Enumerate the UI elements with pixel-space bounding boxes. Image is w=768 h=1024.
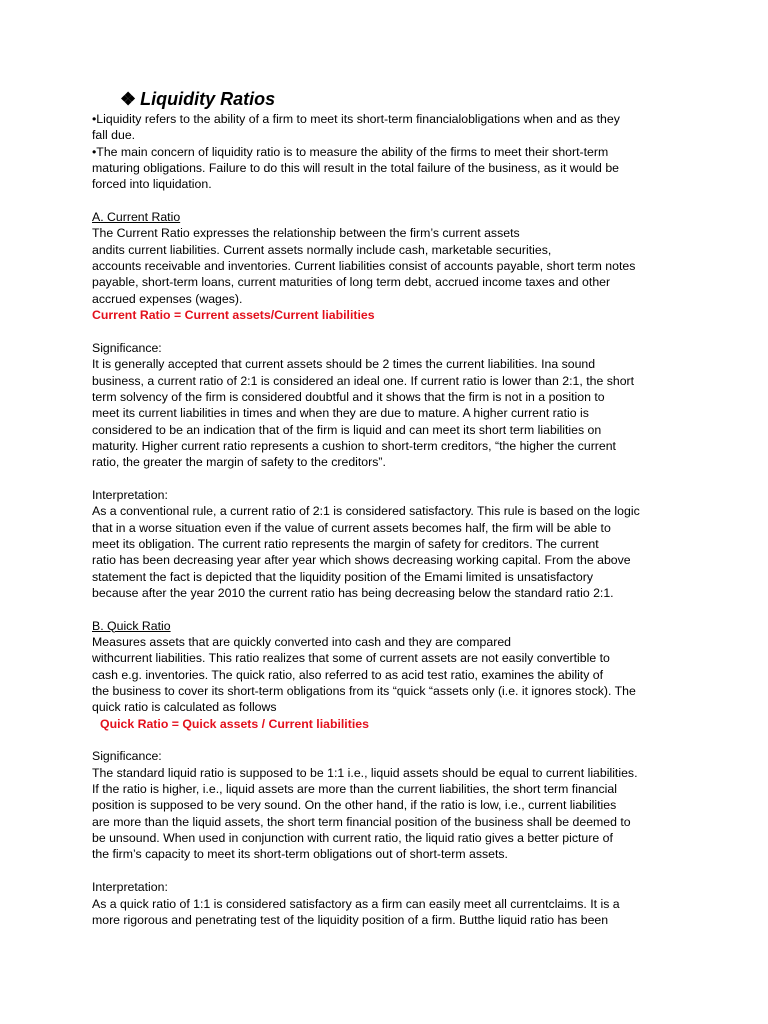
text-line: Measures assets that are quickly converted into cash and they are compared [92, 635, 512, 649]
text-line: more rigorous and penetrating test of the liquidity position of a firm. Butthe liquid ratio has been [92, 912, 609, 927]
intro-paragraph [92, 111, 682, 193]
quick-ratio-paragraph [92, 634, 682, 716]
text-line: be unsound. When used in conjunction with current ratio, the liquid ratio gives a better picture of [92, 831, 613, 846]
text-line: ratio, the greater the margin of safety to the creditors”. [92, 455, 386, 470]
page-title [120, 88, 275, 110]
current-ratio-paragraph [92, 225, 682, 307]
title-text: Liquidity Ratios [140, 89, 276, 109]
text-line: meet its obligation. The current ratio represents the margin of safety for creditors. The current [92, 536, 599, 551]
text-line: are more than the liquid assets, the short term financial position of the business shall be deemed to [92, 814, 631, 829]
text-line: cash e.g. inventories. The quick ratio, also referred to as acid test ratio, examines the ability of [92, 667, 604, 682]
text-line: maturing obligations. Failure to do this will result in the total failure of the business, as it would be [92, 161, 619, 176]
quick-significance-paragraph [92, 765, 682, 863]
text-line: quick ratio is calculated as follows [92, 700, 277, 715]
quick-significance-heading: Significance: [92, 749, 162, 764]
text-line: accrued expenses (wages). [92, 291, 243, 306]
current-significance-heading: Significance: [92, 340, 162, 355]
diamond-bullet-icon: ❖ [120, 89, 137, 109]
quick-interpretation-paragraph [92, 896, 682, 929]
text-line: because after the year 2010 the current ratio has being decreasing below the standard ratio 2:1. [92, 585, 614, 600]
text-line: meet its current liabilities in times and when they are due to mature. A higher current ratio is [92, 406, 589, 421]
current-interpretation-paragraph [92, 503, 682, 601]
text-line: •The main concern of liquidity ratio is to measure the ability of the firms to meet their short-term [92, 144, 609, 159]
text-line: the business to cover its short-term obligations from its “quick “assets only (i.e. it ignores stock). The [92, 684, 636, 699]
text-line: that in a worse situation even if the value of current assets becomes half, the firm will be able to [92, 520, 611, 535]
text-line: If the ratio is higher, i.e., liquid assets are more than the current liabilities, the short term financial [92, 782, 617, 797]
text-line: considered to be an indication that of the firm is liquid and can meet its short term liabilities on [92, 422, 602, 437]
text-line: withcurrent liabilities. This ratio realizes that some of current assets are not easily convertible to [92, 651, 610, 666]
text-line: The Current Ratio expresses the relationship between the firm’s current assets [92, 226, 520, 241]
current-significance-paragraph [92, 356, 682, 470]
current-interpretation-heading: Interpretation: [92, 487, 168, 502]
text-line: payable, short-term loans, current maturities of long term debt, accrued income taxes and other [92, 275, 611, 290]
document-body [92, 111, 682, 928]
text-line: forced into liquidation. [92, 177, 212, 192]
text-line: The standard liquid ratio is supposed to be 1:1 i.e., liquid assets should be equal to current liabilities. [92, 765, 638, 780]
text-line: It is generally accepted that current assets should be 2 times the current liabilities. Ina sound [92, 357, 596, 372]
text-line: maturity. Higher current ratio represents a cushion to short-term creditors, “the higher the current [92, 438, 616, 453]
current-ratio-formula: Current Ratio = Current assets/Current liabilities [92, 308, 375, 323]
text-line: the firm’s capacity to meet its short-term obligations out of short-term assets. [92, 847, 508, 862]
current-ratio-heading: A. Current Ratio [92, 210, 181, 225]
quick-ratio-formula: Quick Ratio = Quick assets / Current liabilities [100, 716, 369, 731]
text-line: As a quick ratio of 1:1 is considered satisfactory as a firm can easily meet all currentclaims. It is a [92, 896, 620, 911]
text-line: statement the fact is depicted that the liquidity position of the Emami limited is unsatisfactory [92, 569, 594, 584]
text-line: andits current liabilities. Current assets normally include cash, marketable securities, [92, 242, 552, 257]
text-line: term solvency of the firm is considered doubtful and it shows that the firm is not in a position to [92, 389, 605, 404]
text-line: ratio has been decreasing year after year which shows decreasing working capital. From the above [92, 553, 631, 568]
quick-ratio-heading: B. Quick Ratio [92, 618, 171, 633]
text-line: fall due. [92, 128, 136, 143]
text-line: As a conventional rule, a current ratio of 2:1 is considered satisfactory. This rule is based on the logic [92, 504, 640, 519]
text-line: position is supposed to be very sound. On the other hand, if the ratio is low, i.e., current liabilities [92, 798, 617, 813]
quick-interpretation-heading: Interpretation: [92, 880, 168, 895]
text-line: •Liquidity refers to the ability of a firm to meet its short-term financialobligations when and as they [92, 112, 620, 126]
text-line: business, a current ratio of 2:1 is considered an ideal one. If current ratio is lower than 2:1, the short [92, 373, 635, 388]
text-line: accounts receivable and inventories. Current liabilities consist of accounts payable, short term notes [92, 259, 636, 274]
